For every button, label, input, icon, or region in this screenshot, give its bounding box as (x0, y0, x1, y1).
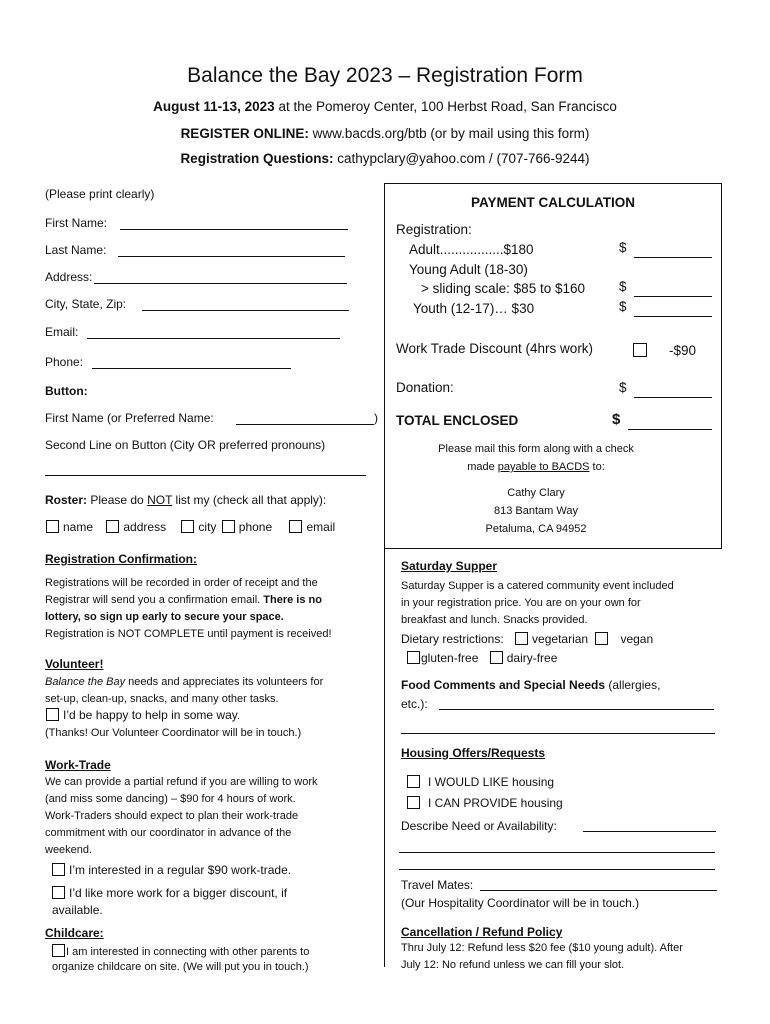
housing-describe-label: Describe Need or Availability: (401, 819, 557, 833)
roster-options (46, 520, 335, 534)
food-comments-rest: (allergies, (605, 678, 661, 692)
address-field[interactable] (94, 283, 347, 284)
mail-address-name: Cathy Clary (507, 487, 565, 499)
volunteer-text (45, 674, 375, 708)
work-trade-more-label-cont: available. (52, 903, 103, 917)
work-trade-line-5: weekend. (45, 844, 93, 856)
work-trade-line-1: We can provide a partial refund if you are willing to work (45, 776, 318, 788)
youth-dollar-sign: $ (619, 299, 627, 314)
roster-phone-checkbox[interactable] (222, 520, 235, 533)
registration-questions (0, 151, 770, 166)
button-second-line-field[interactable] (45, 475, 366, 476)
event-dates-location (0, 99, 770, 114)
vegetarian-checkbox[interactable] (515, 632, 528, 645)
payment-youth: Youth (12-17)… $30 (413, 301, 535, 316)
childcare-heading: Childcare: (45, 926, 104, 940)
food-comments-field-2[interactable] (401, 733, 715, 734)
youth-amount-field[interactable] (634, 316, 712, 317)
adult-amount-field[interactable] (634, 257, 712, 258)
button-first-name-label: First Name (or Preferred Name: (45, 411, 214, 425)
last-name-field[interactable] (118, 256, 345, 257)
dietary-label: Dietary restrictions: (401, 632, 504, 646)
work-trade-heading: Work-Trade (45, 758, 111, 772)
volunteer-checkbox-label: I’d be happy to help in some way. (63, 708, 241, 722)
button-first-name-close: ) (374, 411, 378, 425)
questions-label: Registration Questions: (180, 151, 334, 166)
housing-can-provide-label: I CAN PROVIDE housing (428, 796, 563, 810)
roster-pre: Please do (87, 493, 148, 507)
address-label: Address: (45, 270, 93, 284)
confirmation-line-3: lottery, so sign up early to secure your space. (45, 611, 284, 623)
hospitality-note: (Our Hospitality Coordinator will be in touch.) (401, 896, 640, 910)
work-trade-regular-label: I’m interested in a regular $90 work-trade. (69, 863, 292, 877)
cancellation-heading: Cancellation / Refund Policy (401, 925, 563, 939)
roster-post: list my (check all that apply): (172, 493, 327, 507)
mail-address-street: 813 Bantam Way (494, 505, 578, 517)
young-adult-amount-field[interactable] (634, 296, 712, 297)
work-trade-regular-checkbox[interactable] (52, 863, 65, 876)
volunteer-line-1-rest: needs and appreciates its volunteers for (125, 676, 324, 688)
donation-label: Donation: (396, 380, 454, 395)
dairy-free-label: dairy-free (506, 651, 558, 665)
volunteer-checkbox[interactable] (46, 708, 59, 721)
roster-email-checkbox[interactable] (289, 520, 302, 533)
roster-line (45, 493, 326, 507)
childcare-line-1: I am interested in connecting with other parents to (66, 946, 310, 958)
payment-registration-label: Registration: (396, 222, 472, 237)
total-amount-field[interactable] (628, 429, 712, 430)
event-location: at the Pomeroy Center, 100 Herbst Road, San Francisco (274, 99, 617, 114)
work-trade-option-2 (52, 886, 287, 900)
housing-would-like-label: I WOULD LIKE housing (428, 775, 555, 789)
volunteer-line-1 (45, 674, 375, 691)
food-comments-etc: etc.): (401, 697, 428, 711)
register-label: REGISTER ONLINE: (180, 126, 309, 141)
roster-city-label: city (198, 520, 217, 534)
mail-instruction-1: Please mail this form along with a check (438, 443, 634, 455)
work-trade-line-4: commitment with our coordinator in advance of the (45, 827, 292, 839)
saturday-supper-text (401, 578, 721, 629)
confirmation-line-2-text: Registrar will send you a confirmation email. (45, 594, 264, 606)
housing-describe-field-2[interactable] (399, 852, 715, 853)
volunteer-event-name: Balance the Bay (45, 676, 126, 688)
housing-describe-field[interactable] (583, 831, 716, 832)
food-comments-heading: Food Comments and Special Needs (401, 678, 606, 692)
adult-dollar-sign: $ (619, 240, 627, 255)
payment-heading: PAYMENT CALCULATION (471, 195, 635, 210)
register-text: www.bacds.org/btb (or by mail using this form) (308, 126, 590, 141)
roster-phone-label: phone (238, 520, 273, 534)
roster-not: NOT (147, 493, 173, 507)
vegan-label: vegan (620, 632, 654, 646)
event-dates: August 11-13, 2023 (153, 99, 275, 114)
payment-young-adult: Young Adult (18-30) (409, 262, 528, 277)
vegan-checkbox[interactable] (595, 632, 608, 645)
food-comments-field[interactable] (439, 709, 714, 710)
volunteer-note: (Thanks! Our Volunteer Coordinator will be in touch.) (45, 727, 302, 739)
email-label: Email: (45, 325, 79, 339)
dairy-free-checkbox[interactable] (490, 651, 503, 664)
roster-address-label: address (123, 520, 167, 534)
saturday-supper-heading: Saturday Supper (401, 559, 498, 573)
volunteer-heading: Volunteer! (45, 657, 104, 671)
confirmation-line-2 (45, 592, 375, 609)
dietary-restrictions (401, 632, 653, 646)
button-second-line-label: Second Line on Button (City OR preferred pronouns) (45, 438, 326, 452)
work-trade-line-3: Work-Traders should expect to plan their work-trade (45, 810, 299, 822)
registration-confirmation-heading: Registration Confirmation: (45, 552, 197, 566)
register-online (0, 126, 770, 141)
work-trade-more-checkbox[interactable] (52, 886, 65, 899)
gluten-free-checkbox[interactable] (407, 651, 420, 664)
roster-name-label: name (63, 520, 94, 534)
questions-text: cathypclary@yahoo.com / (707-766-9244) (333, 151, 590, 166)
confirmation-line-1: Registrations will be recorded in order of receipt and the (45, 577, 318, 589)
last-name-label: Last Name: (45, 243, 107, 257)
work-trade-discount-amount: -$90 (669, 343, 697, 358)
housing-would-like-checkbox[interactable] (407, 775, 420, 788)
roster-address-checkbox[interactable] (106, 520, 119, 533)
city-state-zip-label: City, State, Zip: (45, 297, 127, 311)
button-heading: Button: (45, 384, 88, 398)
mail-payable: payable to BACDS (497, 461, 590, 473)
first-name-label: First Name: (45, 216, 108, 230)
young-adult-dollar-sign: $ (619, 279, 627, 294)
mail-to: to: (589, 461, 605, 473)
roster-city-checkbox[interactable] (181, 520, 194, 533)
travel-mates-field[interactable] (480, 890, 717, 891)
work-trade-text (45, 774, 375, 859)
total-enclosed-label: TOTAL ENCLOSED (396, 413, 519, 428)
payment-adult: Adult.................$180 (409, 242, 534, 257)
donation-dollar-sign: $ (619, 380, 627, 395)
mail-address-city: Petaluma, CA 94952 (485, 523, 587, 535)
dietary-restrictions-2 (407, 651, 557, 665)
roster-label: Roster: (45, 493, 88, 507)
childcare-line-2: organize childcare on site. (We will put you in touch.) (52, 961, 309, 973)
column-divider (384, 549, 385, 967)
work-trade-line-2: (and miss some dancing) – $90 for 4 hours of work. (45, 793, 296, 805)
supper-line-1: Saturday Supper is a catered community event included (401, 580, 674, 592)
roster-email-label: email (306, 520, 336, 534)
housing-can-provide-checkbox[interactable] (407, 796, 420, 809)
first-name-field[interactable] (120, 229, 348, 230)
city-state-zip-field[interactable] (142, 310, 349, 311)
confirmation-line-4: Registration is NOT COMPLETE until payment is received! (45, 628, 332, 640)
donation-amount-field[interactable] (634, 397, 712, 398)
email-field[interactable] (87, 338, 340, 339)
button-first-name-field[interactable] (236, 424, 374, 425)
gluten-free-label: gluten-free (421, 651, 479, 665)
phone-field[interactable] (92, 368, 291, 369)
volunteer-line-2: set-up, clean-up, snacks, and many other tasks. (45, 693, 279, 705)
cancellation-line-1: Thru July 12: Refund less $20 fee ($10 young adult). After (401, 942, 683, 954)
mail-instruction-2 (384, 461, 688, 473)
supper-line-3: breakfast and lunch. Snacks provided. (401, 614, 588, 626)
housing-option-1 (407, 775, 554, 789)
confirmation-line-2-bold: There is no (263, 594, 322, 606)
housing-option-2 (407, 796, 563, 810)
work-trade-discount-checkbox[interactable] (633, 343, 647, 357)
food-comments-line (401, 678, 660, 692)
roster-name-checkbox[interactable] (46, 520, 59, 533)
childcare-checkbox[interactable] (52, 944, 65, 957)
childcare-option (52, 944, 309, 958)
work-trade-discount-label: Work Trade Discount (4hrs work) (396, 341, 594, 356)
form-title: Balance the Bay 2023 – Registration Form (187, 64, 583, 87)
work-trade-option-1 (52, 863, 291, 877)
work-trade-more-label: I’d like more work for a bigger discount, if (69, 886, 288, 900)
print-note: (Please print clearly) (45, 187, 155, 201)
cancellation-line-2: July 12: No refund unless we can fill your slot. (401, 959, 625, 971)
payment-sliding-scale: > sliding scale: $85 to $160 (421, 281, 585, 296)
housing-heading: Housing Offers/Requests (401, 746, 546, 760)
housing-describe-field-3[interactable] (399, 869, 715, 870)
supper-line-2: in your registration price. You are on your own for (401, 597, 641, 609)
registration-confirmation-text (45, 575, 375, 643)
total-dollar-sign: $ (612, 411, 621, 428)
travel-mates-label: Travel Mates: (401, 878, 474, 892)
volunteer-option (46, 708, 240, 722)
mail-made: made (467, 461, 498, 473)
vegetarian-label: vegetarian (532, 632, 589, 646)
phone-label: Phone: (45, 355, 84, 369)
